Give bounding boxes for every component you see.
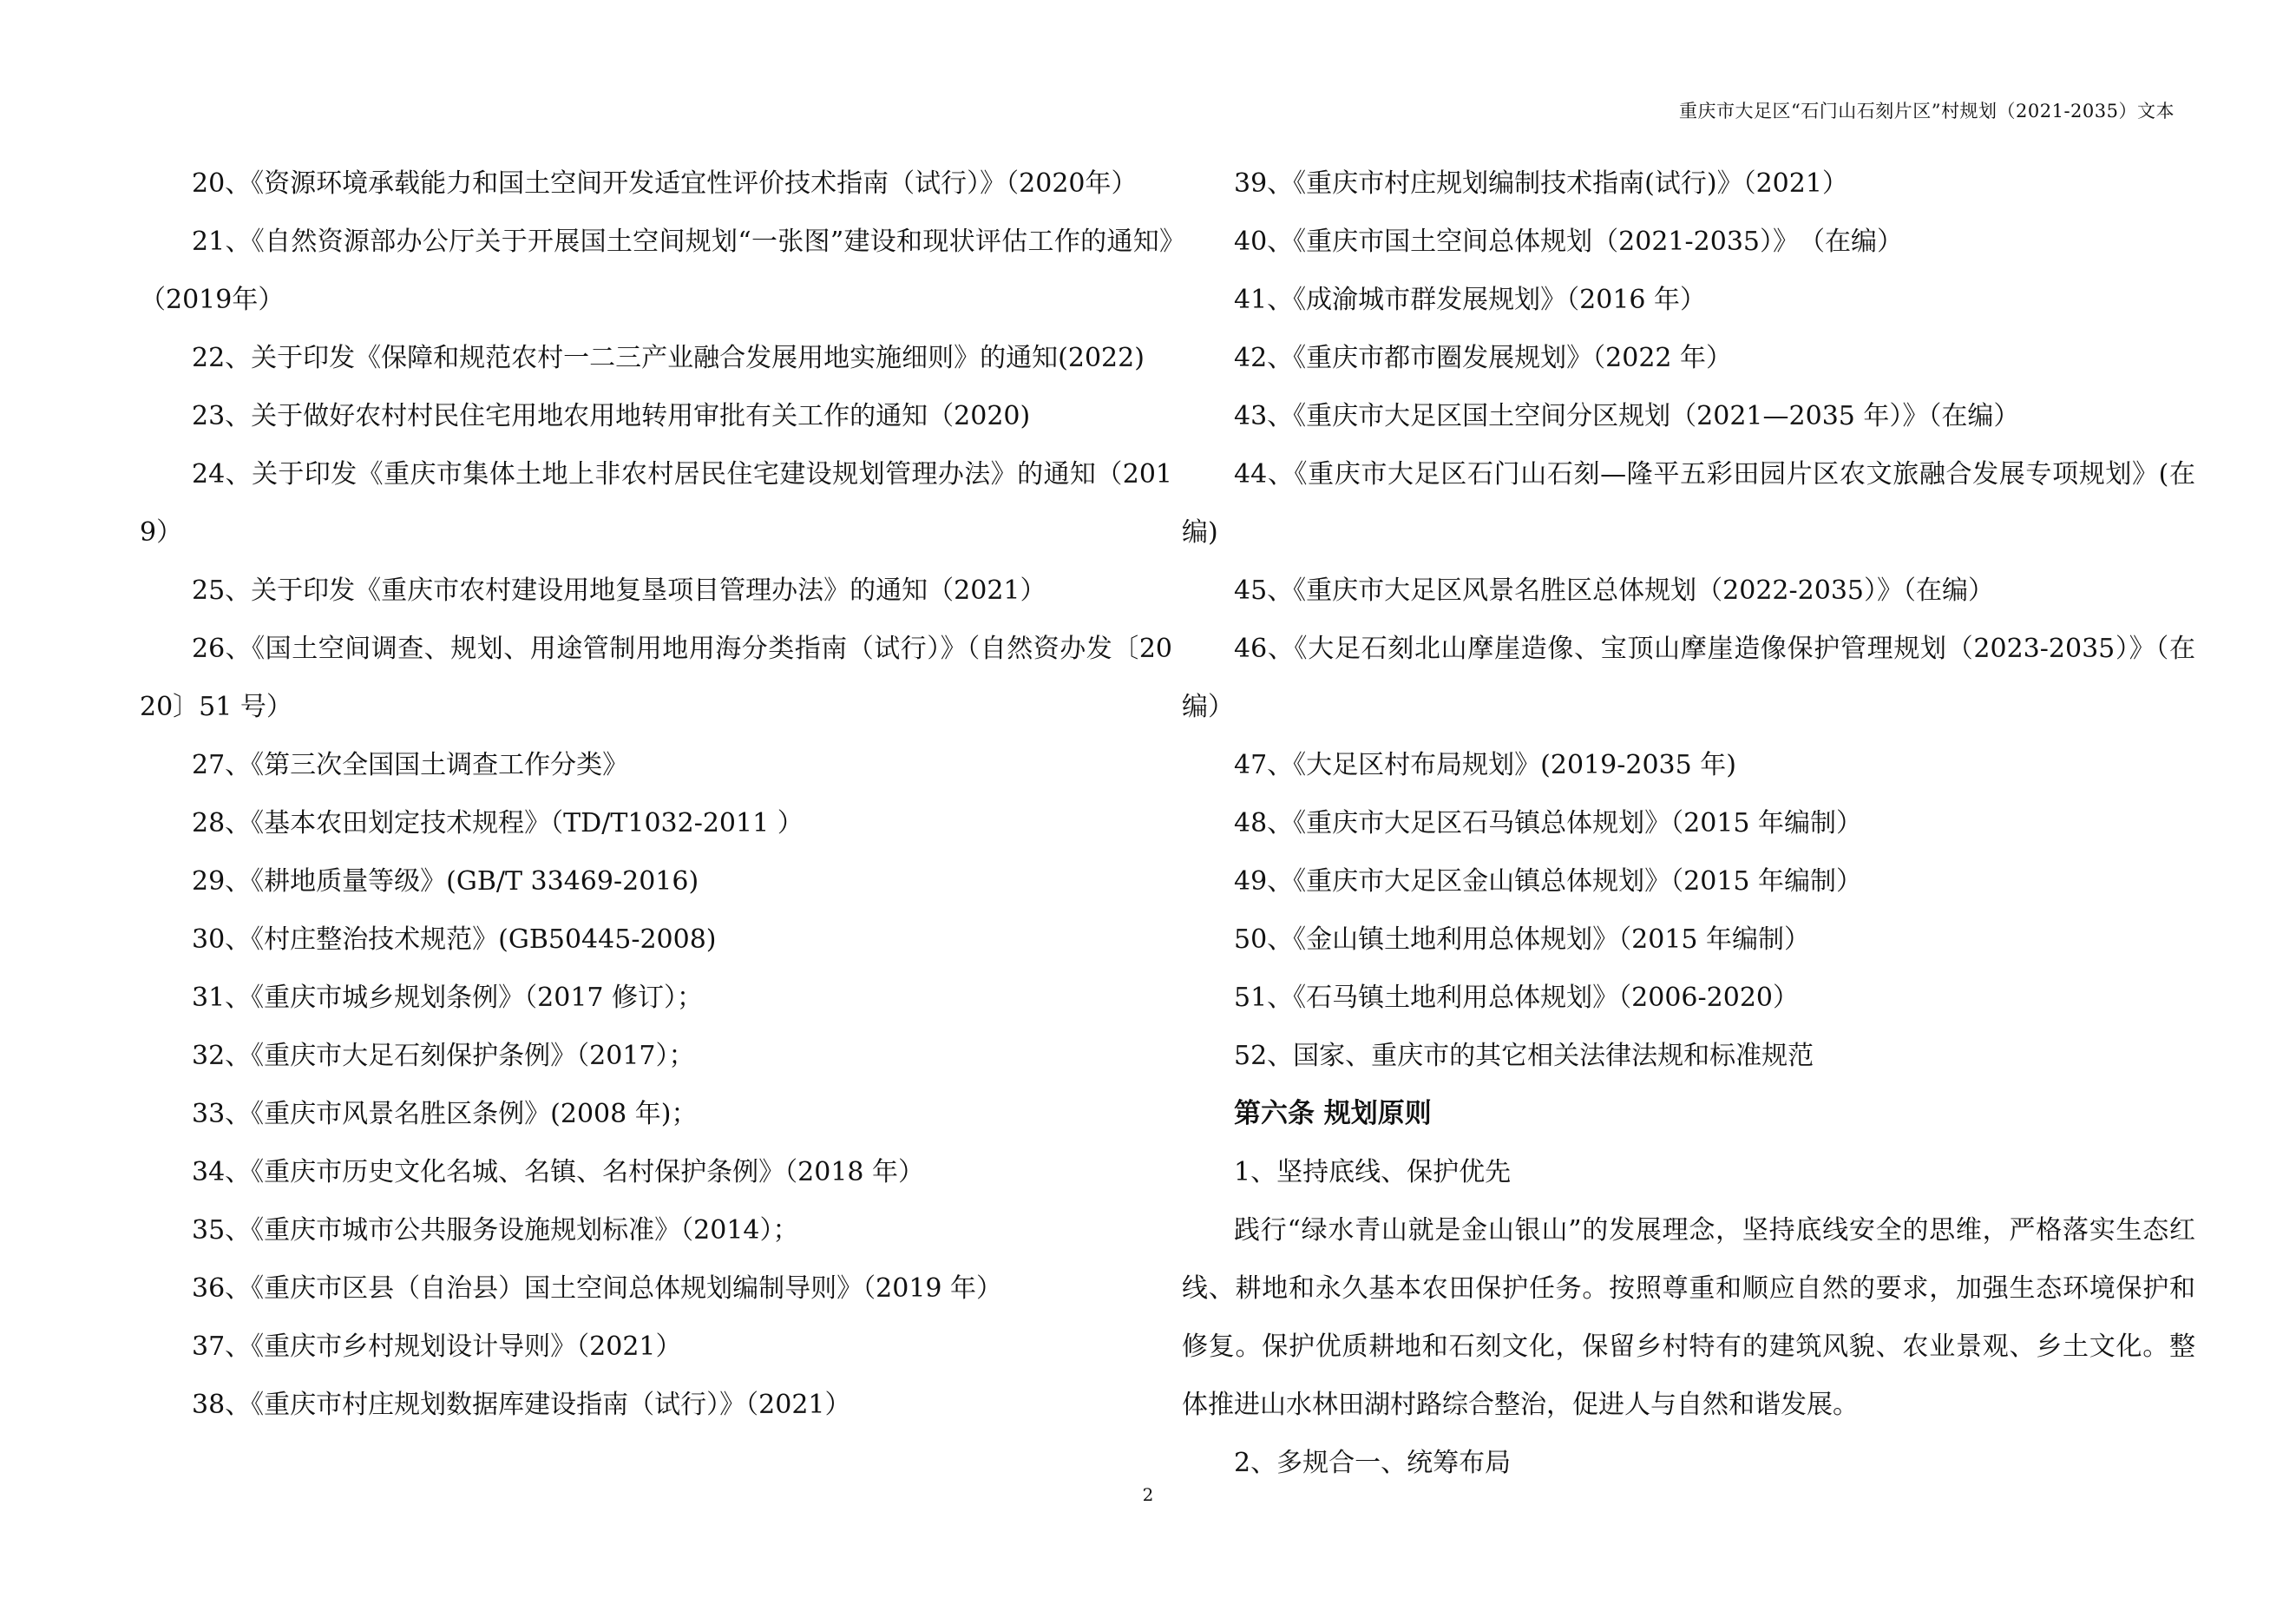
list-item-43: 43、《重庆市大足区国土空间分区规划（2021—2035 年）》（在编） [1234, 401, 2020, 431]
list-item-33: 33、《重庆市风景名胜区条例》(2008 年)； [192, 1099, 698, 1129]
list-item-38: 38、《重庆市村庄规划数据库建设指南（试行）》（2021） [192, 1390, 851, 1420]
list-item-36: 36、《重庆市区县（自治县）国土空间总体规划编制导则》（2019 年） [192, 1273, 1003, 1304]
list-item-46: 46、《大足石刻北山摩崖造像、宝顶山摩崖造像保护管理规划（2023-2035）》（在编） [1182, 634, 2195, 722]
list-item-29: 29、《耕地质量等级》(GB/T 33469-2016) [192, 866, 699, 897]
principle-1-body: 践行“绿水青山就是金山银山”的发展理念，坚持底线安全的思维，严格落实生态红线、耕地和永久基本农田保护任务。按照尊重和顺应自然的要求，加强生态环境保护和修复。保护优质耕地和石刻文化，保留乡村特有的建筑风貌、农业景观、乡土文化。整体推进山水林田湖村路综合整治，促进人与自然和谐发展。 [1182, 1215, 2195, 1420]
list-item-39: 39、《重庆市村庄规划编制技术指南(试行)》（2021） [1234, 168, 1848, 199]
principle-2-title: 2、多规合一、统筹布局 [1234, 1448, 1512, 1478]
right-column [1182, 155, 2195, 1492]
list-item-40: 40、《重庆市国土空间总体规划（2021-2035）》 （在编） [1234, 227, 1904, 257]
list-item-44: 44、《重庆市大足区石门山石刻—隆平五彩田园片区农文旅融合发展专项规划》(在编) [1182, 459, 2195, 548]
list-item-21: 21、《自然资源部办公厅关于开展国土空间规划“一张图”建设和现状评估工作的通知》（2019年） [140, 227, 1172, 315]
list-item-35: 35、《重庆市城市公共服务设施规划标准》（2014）； [192, 1215, 799, 1246]
section-heading: 第六条 规划原则 [1234, 1098, 1432, 1129]
principle-1-title: 1、坚持底线、保护优先 [1234, 1157, 1512, 1187]
list-item-52: 52、国家、重庆市的其它相关法律法规和标准规范 [1234, 1041, 1814, 1071]
list-item-26: 26、《国土空间调查、规划、用途管制用地用海分类指南（试行）》（自然资办发〔2020〕51 号） [140, 634, 1172, 722]
list-item-34: 34、《重庆市历史文化名城、名镇、名村保护条例》（2018 年） [192, 1157, 925, 1187]
list-item-51: 51、《石马镇土地利用总体规划》（2006-2020） [1234, 983, 1800, 1013]
list-item-20: 20、《资源环境承载能力和国土空间开发适宜性评价技术指南（试行）》（2020年） [192, 168, 1138, 199]
list-item-24: 24、关于印发《重庆市集体土地上非农村居民住宅建设规划管理办法》的通知（2019） [140, 459, 1172, 548]
list-item-31: 31、《重庆市城乡规划条例》（2017 修订）； [192, 983, 704, 1013]
list-item-49: 49、《重庆市大足区金山镇总体规划》（2015 年编制） [1234, 866, 1863, 897]
list-item-45: 45、《重庆市大足区风景名胜区总体规划（2022-2035）》（在编） [1234, 575, 1995, 606]
left-column [140, 155, 1172, 1434]
list-item-42: 42、《重庆市都市圈发展规划》（2022 年） [1234, 343, 1733, 373]
list-item-37: 37、《重庆市乡村规划设计导则》（2021） [192, 1331, 682, 1362]
list-item-25: 25、关于印发《重庆市农村建设用地复垦项目管理办法》的通知（2021） [192, 575, 1046, 606]
page-number: 2 [1142, 1484, 1154, 1505]
list-item-50: 50、《金山镇土地利用总体规划》（2015 年编制） [1234, 924, 1811, 955]
list-item-22: 22、关于印发《保障和规范农村一二三产业融合发展用地实施细则》的通知(2022) [192, 343, 1145, 373]
list-item-30: 30、《村庄整治技术规范》(GB50445-2008) [192, 924, 717, 955]
list-item-32: 32、《重庆市大足石刻保护条例》（2017）； [192, 1041, 695, 1071]
list-item-41: 41、《成渝城市群发展规划》（2016 年） [1234, 285, 1707, 315]
list-item-23: 23、关于做好农村村民住宅用地农用地转用审批有关工作的通知（2020) [192, 401, 1031, 431]
list-item-48: 48、《重庆市大足区石马镇总体规划》（2015 年编制） [1234, 808, 1863, 838]
list-item-28: 28、《基本农田划定技术规程》（TD/T1032-2011 ） [192, 808, 804, 838]
list-item-27: 27、《第三次全国国土调查工作分类》 [192, 750, 629, 780]
list-item-47: 47、《大足区村布局规划》(2019-2035 年) [1234, 750, 1736, 780]
document-header-title: 重庆市大足区“石门山石刻片区”村规划（2021-2035）文本 [1679, 101, 2175, 122]
